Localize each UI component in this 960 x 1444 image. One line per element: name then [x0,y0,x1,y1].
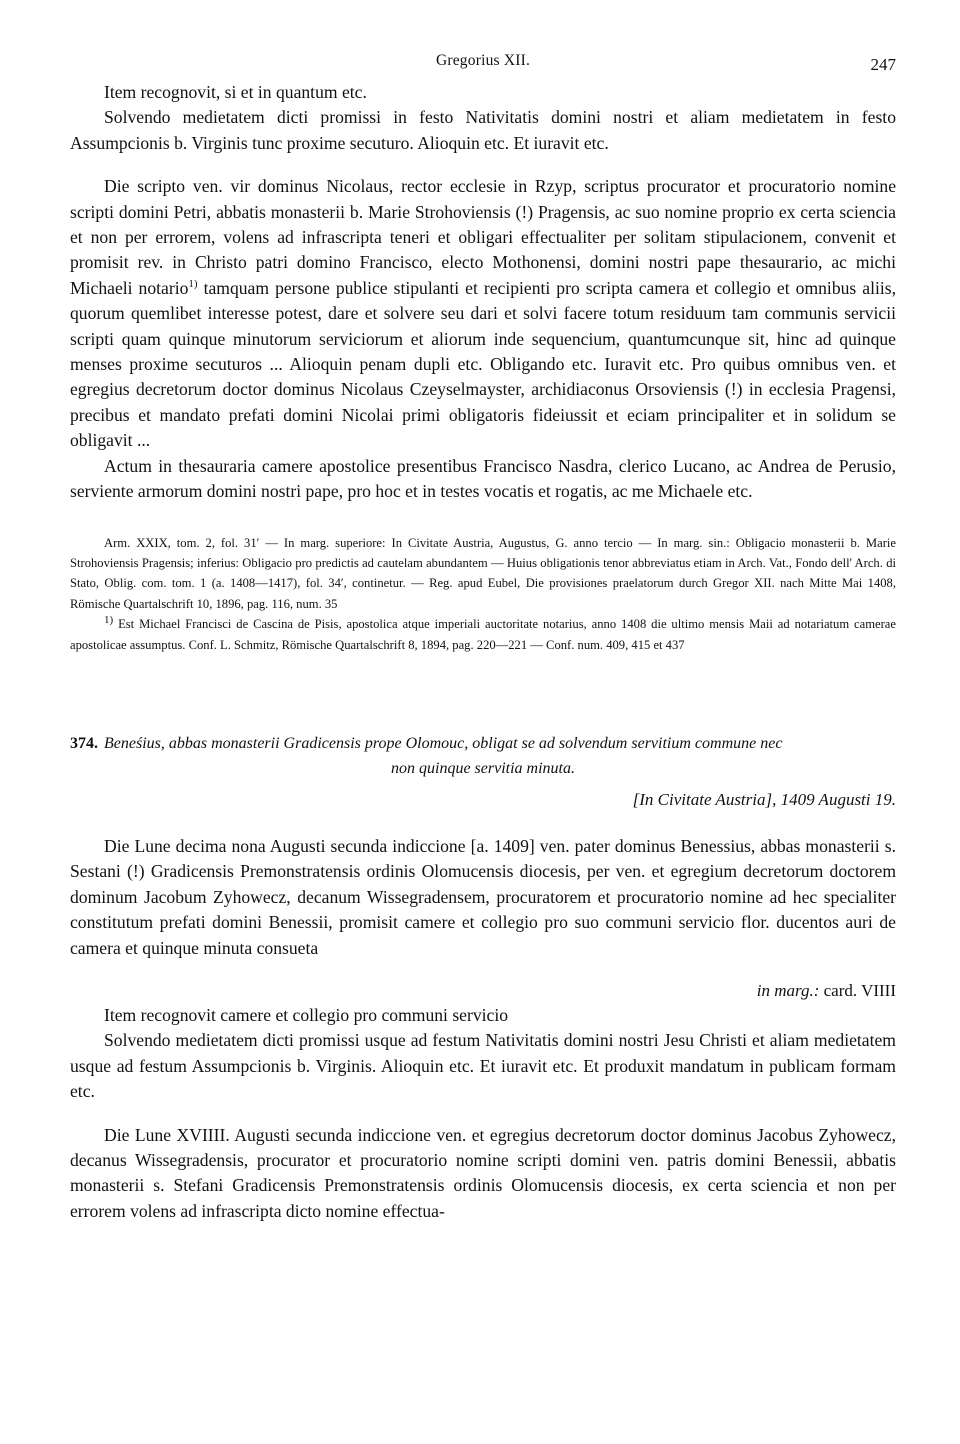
entry-number: 374. [70,734,98,752]
running-title: Gregorius XII. [435,52,531,69]
paragraph: Solvendo medietatem dicti promissi usque ad festum Nativitatis domini nostri Jesu Christi et aliam medietatem usque ad festum Assumpcionis b. Virginis. Alioquin etc. Et iuravit etc. Et produxit mandatum in publicam formam etc. [70,1030,896,1102]
paragraph: Item recognovit camere et collegio pro communi servicio [104,1004,509,1025]
footnote-reference: 1) [188,277,198,290]
entry-heading [70,731,896,812]
section-374-body [70,834,896,1224]
footnote [70,614,896,655]
section-373-continuation [70,80,896,505]
paragraph: Solvendo medietatem dicti promissi in festo Nativitatis domini nostri et aliam medietatem in festo Assumpcionis b. Virginis tunc proxime secuturo. Alioquin etc. Et iuravit etc. [70,107,896,153]
entry-heading-line [70,731,896,756]
document-page [70,52,896,1224]
page-number: 247 [870,55,896,74]
footnote-marker: 1) [104,613,114,626]
apparatus-notes [70,533,896,655]
paragraph: Item recognovit, si et in quantum etc. [104,82,367,102]
paragraph: Actum in thesauraria camere apostolice presentibus Francisco Nasdra, clerico Lucano, ac Andrea de Perusio, serviente armorum domini nostri pape, pro hoc et in testes vocatis et rogatis, ac me Michaele etc. [70,455,896,502]
margin-note-value: card. VIIII [819,980,896,1000]
page-header [70,52,896,80]
paragraph [70,174,896,453]
entry-heading-line: non quinque servitia minuta. [391,759,575,777]
source-note: Arm. XXIX, tom. 2, fol. 31′ — In marg. superiore: In Civitate Austria, Augustus, G. anno tercio — In marg. sin.: Obligacio monasterii b. Marie Strohoviensis Pragensis; inferius: Obligacio pro predictis ad cautelam abundantem — Huius obligationis tenor abbreviatus etiam in Arch. Vat., Fondo dell' Arch. di Stato, Oblig. com. tom. 1 (a. 1408—1417), fol. 34′, continetur. — Reg. apud Eubel, Die provisiones praelatorum durch Gregor XII. nach Mitte Mai 1408, Römische Quartalschrift 10, 1896, pag. 116, num. 35 [70,535,896,611]
paragraph-text: tamquam persone publice stipulanti et recipienti pro scripta camera et collegio et omnibus aliis, quorum quemlibet interesse potest, dare et solvere seu dari et solvi facere totum residuum tam communis servicii scripti quam quinque minutorum serviciorum et aliorum inde sequencium, quantumcunque sit, hinc ad quinque menses proxime secuturos ... Alioquin penam dupli etc. Obligando etc. Iuravit etc. Pro quibus omnibus ven. et egregius decretorum doctor dominus Nicolaus Czeyselmayster, archidiaconus Orsoviensis (!) in ecclesia Pragensi, precibus et mandato prefati domini Nicolai primi obligatoris fideiussit et eciam principaliter et in solidum se obligavit ... [70,277,896,451]
margin-note [70,979,896,1003]
paragraph: Die Lune decima nona Augusti secunda indiccione [a. 1409] ven. pater dominus Benessius, abbas monasterii s. Sestani (!) Gradicensis Premonstratensis ordinis Olomucensis diocesis, per ven. et egregium decretorum doctorem dominum Jacobum Zyhowecz, decanum Wissegradensem, procuratorem et procuratorio nomine ad hec specialiter constitutum prefati domini Benessii, promisit camere et collegio pro suo communi servicio flor. ducentos auri de camera et quinque minuta consueta [70,835,896,958]
footnote-text: Est Michael Francisci de Cascina de Pisis, apostolica atque imperiali auctoritate notarius, anno 1408 die ultimo mensis Maii ad notariatum camerae apostolicae assumptus. Conf. L. Schmitz, Römische Quartalschrift 8, 1894, pag. 220—221 — Conf. num. 409, 415 et 437 [70,617,896,652]
margin-note-label: in marg.: [756,980,820,1000]
entry-title: Beneśius, abbas monasterii Gradicensis prope Olomouc, obligat se ad solvendum servitium commune nec [104,734,783,752]
paragraph: Die Lune XVIIII. Augusti secunda indiccione ven. et egregius decretorum doctor dominus Jacobus Zyhowecz, decanus Wissegradensis, procurator et procuratorio nomine scripti domini ven. patris domini Benessii, abbatis monasterii s. Stefani Gradicensis Premonstratensis ordinis Olomucensis diocesis, ex certa sciencia et non per errorem volens ad infrascripta dicto nomine effectua- [70,1124,896,1221]
paragraph-text: Die scripto ven. vir dominus Nicolaus, rector ecclesie in Rzyp, scriptus procurator et procuratorio nomine scripti domini Petri, abbatis monasterii b. Marie Strohoviensis (!) Pragensis, ac suo nomine proprio ex certa sciencia et non per errorem, volens ad infrascripta teneri et obligari effectualiter per solitam stipulacionem, convenit et promisit rev. in Christo patri domino Francisco, electo Mothonensi, domini nostri pape thesaurario, ac michi Michaeli notario [70,176,896,298]
entry-place-date: [In Civitate Austria], 1409 Augusti 19. [632,789,896,809]
